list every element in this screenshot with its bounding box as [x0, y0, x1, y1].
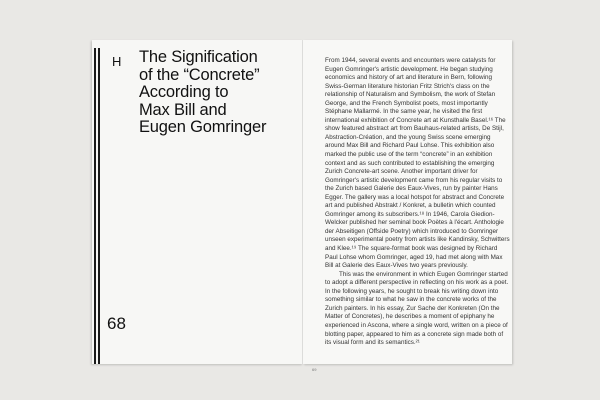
title-line: of the “Concrete”	[139, 65, 260, 84]
chapter-title	[139, 49, 299, 137]
paragraph: From 1944, several events and encounters were catalysts for Eugen Gomringer's artistic development. He began studying economics and history of art and literature in Bern, following Swiss-German literature historian Fritz Strich's class on the relationship of Naturalism and Symbolism, the work of Stefan George, and the French Symbolist poets, most importantly Stéphane Mallarmé. In the same year, he visited the first international exhibition of Concrete art at Kunsthalle Basel.¹⁶ The show featured abstract art from Bauhaus-related artists, De Stijl, Abstraction-Création, and the young Swiss scene emerging around Max Bill and Richard Paul Lohse. This exhibition also marked the public use of the term “concrete” in an exhibition context and as such contributed to establishing the emerging Zurich Concrete-art scene. Another important driver for Gomringer's artistic development came from his regular visits to the Zurich based Galerie des Eaux-Vives, run by painter Hans Egger. The gallery was a local hotspot for abstract and Concrete art and published Abstrakt / Konkret, a bulletin which counted Gomringer among its subscribers.¹⁸ In 1946, Carola Giedion-Welcker published her seminal book Poètes à l'écart. Anthologie der Abseitigen (Offside Poetry) which introduced to Gomringer unseen experimental poetry from artists like Kandinsky, Schwitters and Klee.¹⁹ The square-format book was designed by Richard Paul Lohse whom Gomringer, aged 19, had met along with Max Bill at Galerie des Eaux-Vives two years previously.	[325, 57, 510, 270]
double-rule	[92, 48, 102, 364]
rule-line	[98, 48, 100, 364]
right-page	[303, 40, 512, 372]
title-line: Eugen Gomringer	[139, 118, 267, 137]
paragraph: This was the environment in which Eugen Gomringer started to adopt a different perspective in reflecting on his work as a poet. In the following years, he sought to break his writing down into something similar to what he saw in the concrete works of the Zurich painters. In his essay, Zur Sache der Konkreten (On the Matter of Concretes), he describes a moment of epiphany he experienced in Ascona, where a single word, written on a piece of blotting paper, appeared to him as a concrete sign made both of its visual form and its semantics.²¹	[325, 270, 509, 347]
title-line: Max Bill and	[139, 100, 227, 119]
right-page-number: 69	[312, 367, 317, 372]
title-line: According to	[139, 83, 229, 102]
section-letter: H	[112, 54, 122, 69]
left-page	[92, 40, 303, 364]
title-line: The Signification	[139, 48, 258, 66]
open-book	[92, 40, 512, 372]
rule-line	[94, 48, 96, 364]
body-text	[325, 57, 511, 348]
page-number: 68	[107, 314, 126, 333]
